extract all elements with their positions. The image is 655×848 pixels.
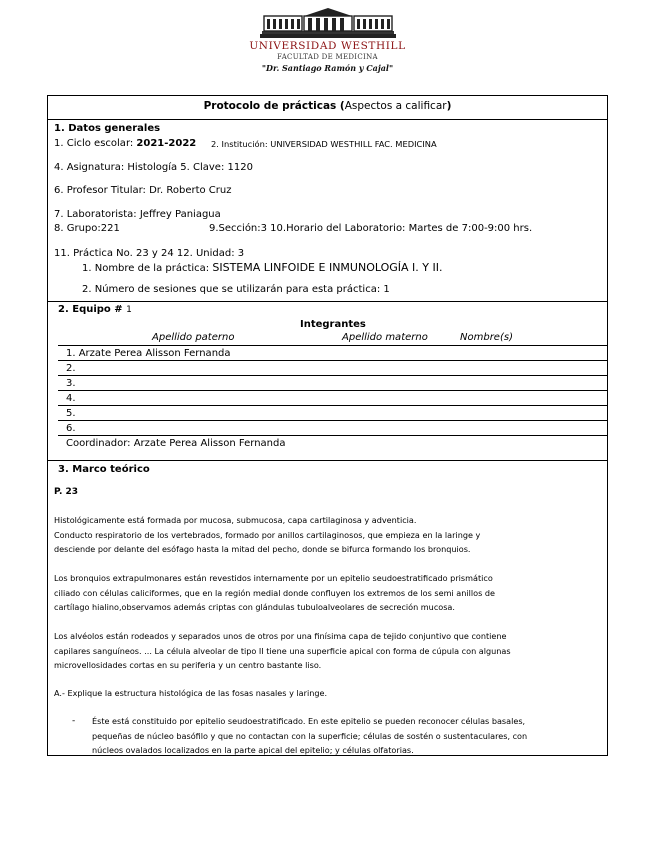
- paragraph-bronchi: Los bronquios extrapulmonares están revestidos internamente por un epitelio seudoestratificado prismático ciliado con células caliciformes, que en la región medial donde confluyen los extremos de los semi anillos de cartílago hialino,observamos además criptas con glándulas tubuloalveolares de secreción mucosa.: [54, 573, 495, 612]
- lab-technician: 7. Laboratorista: Jeffrey Paniagua: [54, 209, 221, 220]
- faculty-name: FACULTAD DE MEDICINA: [277, 53, 378, 61]
- table-rule: [58, 375, 608, 376]
- practice-name: 1. Nombre de la práctica: SISTEMA LINFOIDE E INMUNOLOGÍA I. Y II.: [82, 261, 443, 274]
- table-rule: [58, 405, 608, 406]
- group: 8. Grupo:221: [54, 223, 120, 234]
- general-heading: 1. Datos generales: [54, 123, 161, 134]
- column-maternal: Apellido materno: [342, 332, 428, 343]
- subject: 4. Asignatura: Histología 5. Clave: 1120: [54, 162, 253, 173]
- session-count: 2. Número de sesiones que se utilizarán para esta práctica: 1: [82, 284, 390, 295]
- institution: 2. Institución: UNIVERSIDAD WESTHILL FAC. MEDICINA: [211, 139, 437, 149]
- paragraph-alveoli: Los alvéolos están rodeados y separados unos de otros por una finísima capa de tejido conjuntivo que contiene capilares sanguíneos. ... La célula alveolar de tipo II tiene una superficie apical con forma de cúpula con algunas microvellosidades cortas en su periferia y un centro bastante liso.: [54, 631, 511, 670]
- professor: 6. Profesor Titular: Dr. Roberto Cruz: [54, 185, 232, 196]
- coordinator: Coordinador: Arzate Perea Alisson Fernanda: [66, 438, 286, 449]
- bullet-dash: -: [72, 716, 76, 726]
- table-rule: [58, 435, 608, 436]
- building-icon: [260, 8, 396, 38]
- table-row: 3.: [66, 378, 76, 389]
- table-row: 1. Arzate Perea Alisson Fernanda: [66, 348, 231, 359]
- university-logo: [0, 8, 655, 74]
- university-name: UNIVERSIDAD WESTHILL: [249, 40, 406, 52]
- divider: [47, 301, 608, 302]
- table-row: 4.: [66, 393, 76, 404]
- table-row: 2.: [66, 363, 76, 374]
- practice-number: 11. Práctica No. 23 y 24 12. Unidad: 3: [54, 248, 245, 259]
- column-paternal: Apellido paterno: [152, 332, 235, 343]
- members-title: Integrantes: [300, 319, 366, 330]
- table-rule: [58, 390, 608, 391]
- table-row: 6.: [66, 423, 76, 434]
- table-rule: [58, 345, 608, 346]
- motto: "Dr. Santiago Ramón y Cajal": [261, 63, 394, 73]
- paragraph-trachea: Histológicamente está formada por mucosa, submucosa, capa cartilaginosa y adventicia. Conducto respiratorio de los vertebrados, formado por anillos cartilaginosos, que empieza en la laringe y desciende por delante del esófago hasta la mitad del pecho, donde se bifurca formando los bronquios.: [54, 515, 481, 554]
- page-reference: P. 23: [54, 487, 79, 497]
- column-names: Nombre(s): [460, 332, 513, 343]
- protocol-title: Protocolo de prácticas (Aspectos a calificar): [203, 100, 452, 112]
- table-rule: [58, 420, 608, 421]
- question: A.- Explique la estructura histológica de las fosas nasales y laringe.: [54, 688, 328, 698]
- school-cycle: 1. Ciclo escolar: 2021-2022: [54, 138, 197, 149]
- answer-bullet: Éste está constituido por epitelio seudoestratificado. En este epitelio se pueden reconocer células basales, pequeñas de núcleo basófilo y que no contactan con la superficie; células de sostén o sustentaculares, con núcleos ovalados localizados en la parte apical del epitelio; y células olfatorias.: [92, 716, 528, 755]
- table-rule: [58, 360, 608, 361]
- theory-heading: 3. Marco teórico: [58, 464, 150, 475]
- team-heading: 2. Equipo # 1: [58, 304, 132, 315]
- divider: [47, 460, 608, 461]
- section-schedule: 9.Sección:3 10.Horario del Laboratorio: Martes de 7:00-9:00 hrs.: [209, 223, 533, 234]
- divider: [47, 119, 608, 120]
- table-row: 5.: [66, 408, 76, 419]
